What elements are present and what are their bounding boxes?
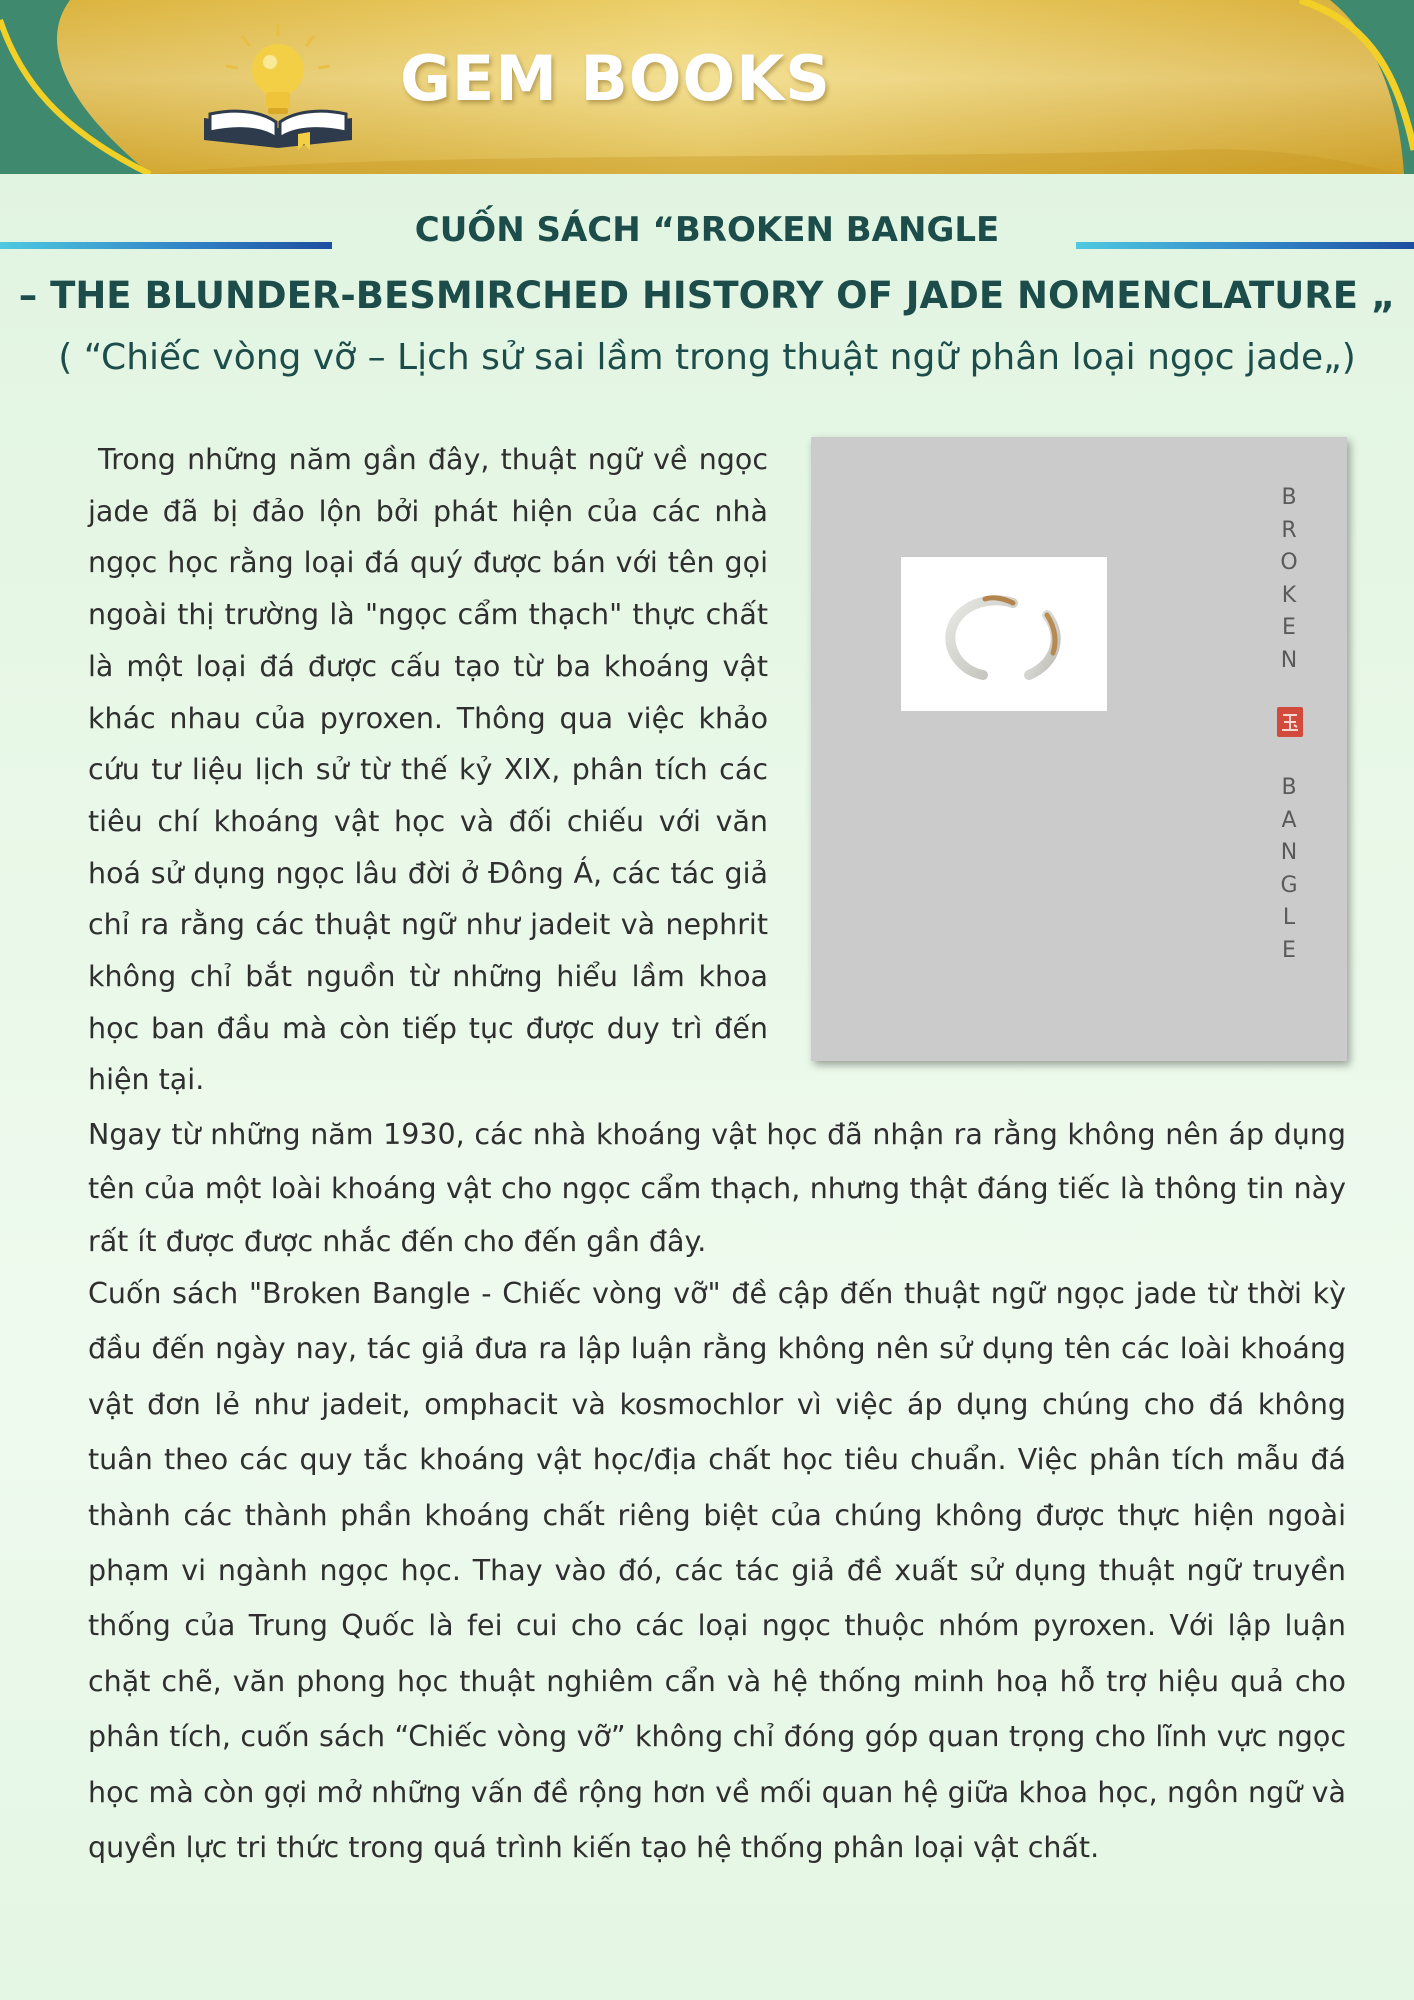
body-paragraph-3: Cuốn sách "Broken Bangle - Chiếc vòng vỡ" đề cập đến thuật ngữ ngọc jade từ thời kỳ đầu đến ngày nay, tác giả đưa ra lập luận rằng không nên sử dụng tên các loài khoáng vật đơn lẻ như jadeit, omphacit và kosmochlor vì việc áp dụng chúng cho đá không tuân theo các quy tắc khoáng vật học/địa chất học tiêu chuẩn. Việc phân tích mẫu đá thành các thành phần khoáng chất riêng biệt của chúng không được thực hiện ngoài phạm vi ngành ngọc học. Thay vào đó, các tác giả đề xuất sử dụng thuật ngữ truyền thống của Trung Quốc là fei cui cho các loại ngọc thuộc nhóm pyroxen. Với lập luận chặt chẽ, văn phong học thuật nghiêm cẩn và hệ thống minh hoạ hỗ trợ hiệu quả cho phân tích, cuốn sách “Chiếc vòng vỡ” không chỉ đóng góp quan trọng cho lĩnh vực ngọc học mà còn gợi mở những vấn đề rộng hơn về mối quan hệ giữa khoa học, ngôn ngữ và quyền lực tri thức trong quá trình kiến tạo hệ thống phân loại vật chất. bbox=[88, 1277, 1346, 1865]
lightbulb-open-book-icon bbox=[198, 22, 358, 152]
cover-title-bangle: B A N G L E bbox=[1280, 775, 1298, 963]
book-title-translation: ( “Chiếc vòng vỡ – Lịch sử sai lầm trong thuật ngữ phân loại ngọc jade„) bbox=[58, 337, 1356, 378]
page-header bbox=[0, 0, 1414, 174]
book-title-line-1: CUỐN SÁCH “BROKEN BANGLE bbox=[414, 210, 1000, 250]
body-paragraph-2: Ngay từ những năm 1930, các nhà khoáng vật học đã nhận ra rằng không nên áp dụng tên của một loài khoáng vật cho ngọc cẩm thạch, nhưng thật đáng tiếc là thông tin này rất ít được được nhắc đến cho đến gần đây. bbox=[88, 1118, 1346, 1258]
cover-title-broken: B R O K E N bbox=[1280, 485, 1298, 673]
book-cover-image bbox=[811, 437, 1347, 1061]
book-title-line-2: – THE BLUNDER-BESMIRCHED HISTORY OF JADE NOMENCLATURE „ bbox=[18, 274, 1396, 317]
broken-jade-bangle-icon bbox=[901, 557, 1107, 711]
red-seal-icon bbox=[1277, 707, 1303, 737]
brand-name: GEM BOOKS bbox=[400, 42, 831, 115]
body-paragraph-1: Trong những năm gần đây, thuật ngữ về ngọc jade đã bị đảo lộn bởi phát hiện của các nhà ngọc học rằng loại đá quý được bán với tên gọi ngoài thị trường là "ngọc cẩm thạch" thực chất là một loại đá được cấu tạo từ ba khoáng vật khác nhau của pyroxen. Thông qua việc khảo cứu tư liệu lịch sử từ thế kỷ XIX, phân tích các tiêu chí khoáng vật học và đối chiếu với văn hoá sử dụng ngọc lâu đời ở Đông Á, các tác giả chỉ ra rằng các thuật ngữ như jadeit và nephrit không chỉ bắt nguồn từ những hiểu lầm khoa học ban đầu mà còn tiếp tục được duy trì đến hiện tại. bbox=[88, 443, 768, 1097]
